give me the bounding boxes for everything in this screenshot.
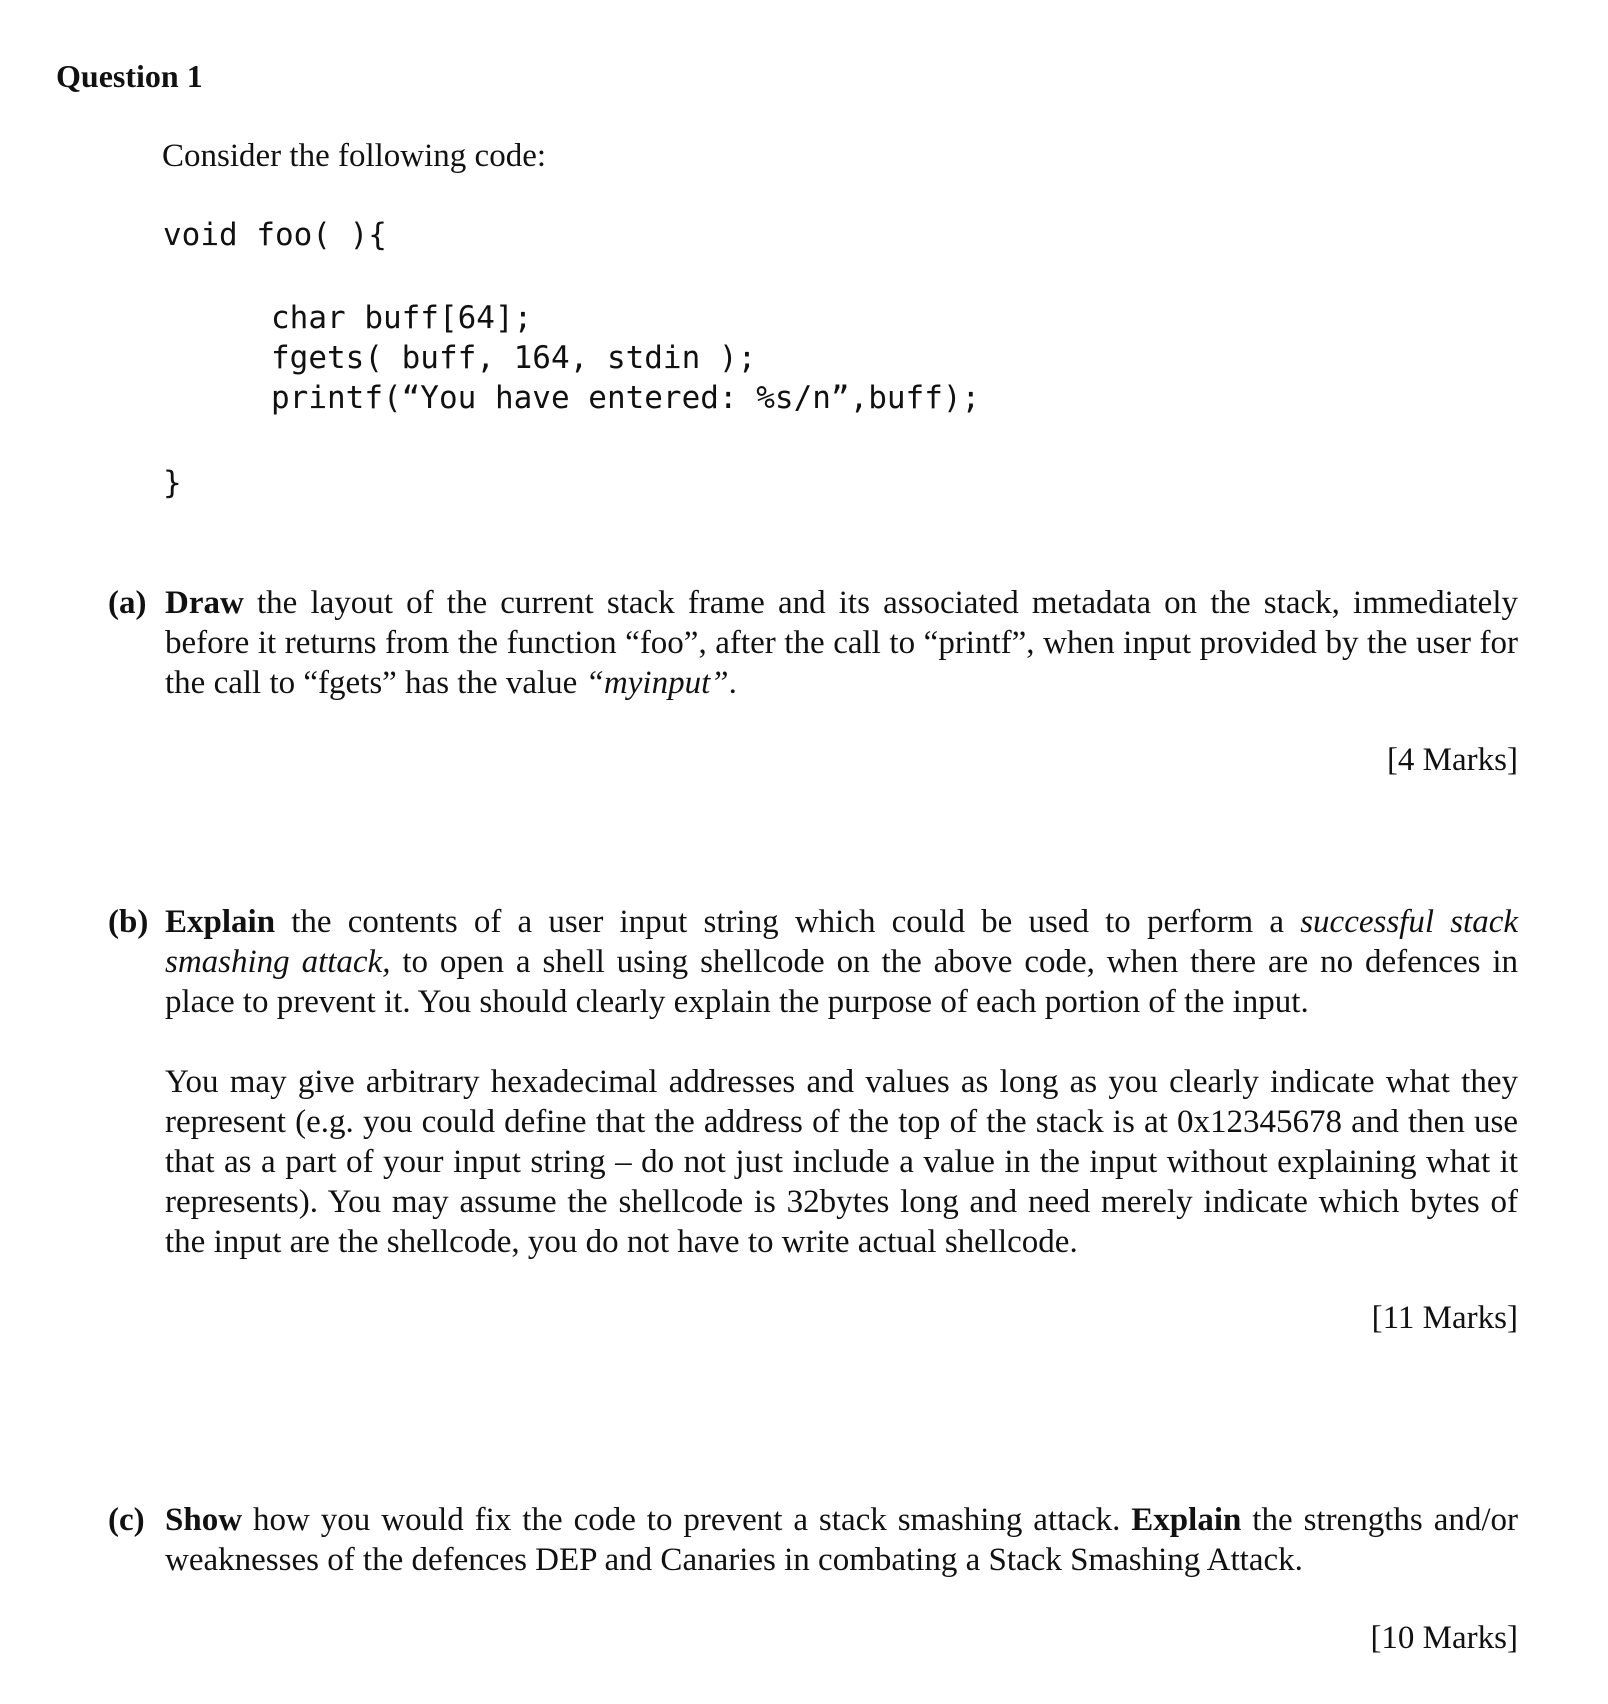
part-c-text [165,1500,1518,1580]
code-closing-brace: } [163,465,182,501]
code-function-signature: void foo( ){ [163,217,387,253]
part-b-label: (b) [108,904,149,940]
part-a-body: the layout of the current stack frame and its associated metadata on the stack, immediately before it returns from the function “foo”, after the call to “printf”, when input provided by the user for the call to “fgets” has the value [165,585,1518,701]
part-a-end: . [728,665,737,701]
part-b-text [165,902,1518,1022]
part-b [108,902,1518,1022]
part-b-italic-phrase: successful stack smashing attack, [165,904,1518,980]
part-b-body: the contents of a user input string which could be used to perform a [275,904,1301,940]
part-a-verb: Draw [165,585,244,621]
part-b-paragraph-2: You may give arbitrary hexadecimal addresses and values as long as you clearly indicate what they represent (e.g. you could define that the address of the top of the stack is at 0x12345678 and then use that as a part of your input string – do not just include a value in the input without explaining what it represents). You may assume the shellcode is 32bytes long and need merely indicate which bytes of the input are the shellcode, you do not have to write actual shellcode. [165,1064,1518,1260]
part-b-marks: [11 Marks] [1371,1300,1518,1336]
part-a-text [165,583,1518,703]
question-title: Question 1 [56,58,203,94]
code-line: printf(“You have entered: %s/n”,buff); [271,380,981,416]
part-c-label: (c) [108,1502,145,1538]
part-b-body-end: to open a shell using shellcode on the above code, when there are no defences in place to prevent it. You should clearly explain the purpose of each portion of the input. [165,944,1518,1020]
part-c-body: how you would fix the code to prevent a stack smashing attack. [242,1502,1132,1538]
code-line: char buff[64]; [271,300,533,336]
part-a-input-value: “myinput” [585,665,729,701]
part-c-body-end: the strengths and/or weaknesses of the defences DEP and Canaries in combating a Stack Smashing Attack. [165,1502,1518,1578]
code-line: fgets( buff, 164, stdin ); [271,340,757,376]
part-c-verb-explain: Explain [1131,1502,1242,1538]
part-a-label: (a) [108,585,147,621]
part-c [108,1500,1518,1580]
part-a-marks: [4 Marks] [1386,742,1518,778]
part-c-verb-show: Show [165,1502,243,1538]
question-intro: Consider the following code: [162,138,547,174]
part-b-verb: Explain [165,904,276,940]
code-function-body [271,298,980,418]
part-c-marks: [10 Marks] [1370,1620,1518,1656]
part-a [108,583,1518,703]
